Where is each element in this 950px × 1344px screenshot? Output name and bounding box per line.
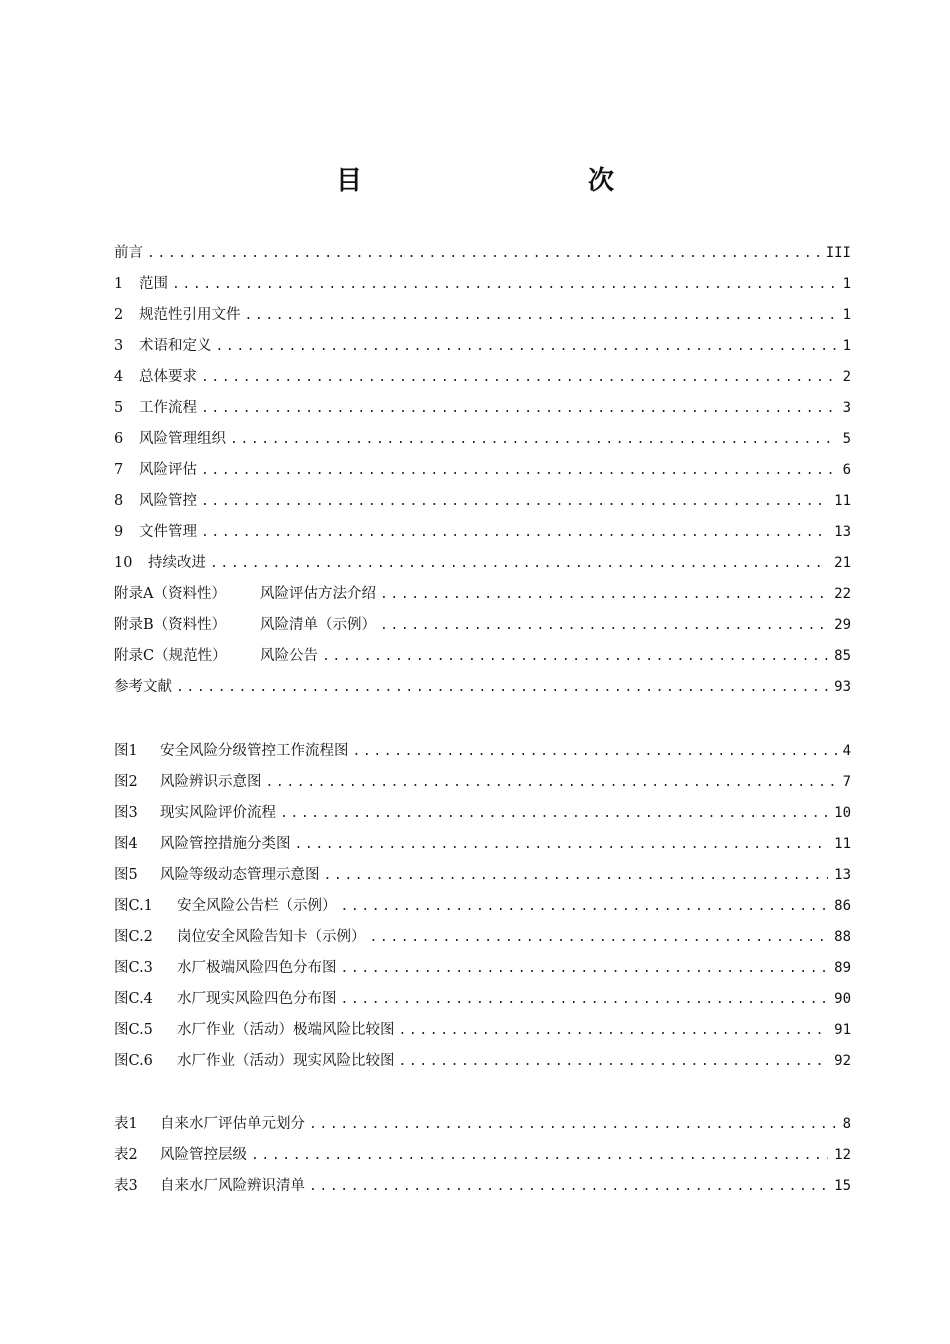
toc-entry-title: 风险评估方法介绍 bbox=[260, 586, 376, 602]
dot-leader bbox=[341, 984, 829, 1015]
toc-entry-title: 规范性引用文件 bbox=[139, 307, 241, 323]
figure-entry-title: 安全风险分级管控工作流程图 bbox=[160, 743, 349, 759]
table-entry-page-number: 8 bbox=[842, 1116, 851, 1132]
toc-entry[interactable] bbox=[114, 269, 851, 300]
toc-entry-page-number: 2 bbox=[842, 369, 851, 385]
figure-entry[interactable] bbox=[114, 829, 851, 860]
table-entry-label bbox=[114, 1140, 247, 1171]
dot-leader bbox=[201, 517, 828, 548]
figure-entry-title: 水厂作业（活动）现实风险比较图 bbox=[177, 1053, 395, 1069]
figure-entry-number: 图C.6 bbox=[114, 1053, 153, 1069]
table-entry-title: 风险管控层级 bbox=[160, 1147, 247, 1163]
figure-entry-page-number: 86 bbox=[834, 898, 851, 914]
dot-leader bbox=[341, 953, 829, 984]
toc-entry-title: 风险公告 bbox=[260, 648, 318, 664]
table-entry-page-number: 15 bbox=[834, 1178, 851, 1194]
toc-entry-number: 附录A（资料性） bbox=[114, 586, 226, 602]
toc-entry-page-number: 29 bbox=[834, 617, 851, 633]
table-entry-page-number: 12 bbox=[834, 1147, 851, 1163]
toc-entry-title: 总体要求 bbox=[139, 369, 197, 385]
toc-entry-title: 范围 bbox=[139, 276, 168, 292]
table-entry[interactable] bbox=[114, 1109, 851, 1140]
figure-entry[interactable] bbox=[114, 1046, 851, 1077]
figure-entry-title: 安全风险公告栏（示例） bbox=[177, 898, 337, 914]
dot-leader bbox=[324, 860, 829, 891]
figure-entry-page-number: 90 bbox=[834, 991, 851, 1007]
figure-entry-page-number: 4 bbox=[842, 743, 851, 759]
toc-entry-page-number: 13 bbox=[834, 524, 851, 540]
dot-leader bbox=[176, 672, 828, 703]
toc-entry-title: 风险管控 bbox=[139, 493, 197, 509]
toc-entry[interactable] bbox=[114, 424, 851, 455]
toc-entry-number: 附录B（资料性） bbox=[114, 617, 227, 633]
dot-leader bbox=[210, 548, 828, 579]
toc-entry-title: 风险清单（示例） bbox=[260, 617, 376, 633]
toc-entry-page-number: 1 bbox=[842, 276, 851, 292]
toc-entry-label bbox=[114, 486, 197, 517]
toc-entry-label bbox=[114, 455, 197, 486]
dot-leader bbox=[147, 238, 820, 269]
figure-entry-number: 图3 bbox=[114, 805, 138, 821]
toc-entry-number: 8 bbox=[114, 493, 124, 509]
dot-leader bbox=[266, 767, 837, 798]
table-entry[interactable] bbox=[114, 1171, 851, 1202]
figure-entry-page-number: 10 bbox=[834, 805, 851, 821]
toc-entry-page-number: 85 bbox=[834, 648, 851, 664]
toc-tables-section bbox=[114, 1109, 851, 1202]
toc-entry-page-number: 1 bbox=[842, 307, 851, 323]
figure-entry-label bbox=[114, 767, 262, 798]
toc-entry-label bbox=[114, 269, 168, 300]
toc-entry-title: 参考文献 bbox=[114, 679, 172, 695]
dot-leader bbox=[309, 1109, 837, 1140]
table-entry-title: 自来水厂评估单元划分 bbox=[160, 1116, 305, 1132]
toc-entry-page-number: 5 bbox=[842, 431, 851, 447]
dot-leader bbox=[280, 798, 828, 829]
figure-entry-title: 风险管控措施分类图 bbox=[160, 836, 291, 852]
table-entry-number: 表3 bbox=[114, 1178, 138, 1194]
toc-entry-number: 5 bbox=[114, 400, 124, 416]
toc-entry-page-number: 6 bbox=[842, 462, 851, 478]
figure-entry-label bbox=[114, 798, 276, 829]
dot-leader bbox=[245, 300, 837, 331]
dot-leader bbox=[341, 891, 829, 922]
toc-figures-section bbox=[114, 736, 851, 1077]
table-entry-number: 表2 bbox=[114, 1147, 138, 1163]
figure-entry-page-number: 88 bbox=[834, 929, 851, 945]
table-entry-label bbox=[114, 1171, 305, 1202]
toc-entry[interactable] bbox=[114, 548, 851, 579]
dot-leader bbox=[251, 1140, 828, 1171]
figure-entry-number: 图4 bbox=[114, 836, 138, 852]
figure-entry-label bbox=[114, 736, 349, 767]
figure-entry-label bbox=[114, 860, 320, 891]
dot-leader bbox=[380, 579, 828, 610]
toc-entry-number: 2 bbox=[114, 307, 124, 323]
toc-entry[interactable] bbox=[114, 238, 851, 269]
toc-entry[interactable] bbox=[114, 393, 851, 424]
figure-entry-number: 图1 bbox=[114, 743, 138, 759]
toc-entry-title: 持续改进 bbox=[148, 555, 206, 571]
toc-entry-page-number: 21 bbox=[834, 555, 851, 571]
dot-leader bbox=[230, 424, 837, 455]
dot-leader bbox=[322, 641, 828, 672]
toc-entry-label bbox=[114, 424, 226, 455]
toc-contents-section bbox=[114, 238, 851, 703]
figure-entry-title: 风险等级动态管理示意图 bbox=[160, 867, 320, 883]
figure-entry-label bbox=[114, 922, 366, 953]
figure-entry[interactable] bbox=[114, 922, 851, 953]
figure-entry[interactable] bbox=[114, 891, 851, 922]
figure-entry-title: 岗位安全风险告知卡（示例） bbox=[177, 929, 366, 945]
toc-entry-label bbox=[114, 393, 197, 424]
toc-entry-page-number: 93 bbox=[834, 679, 851, 695]
toc-entry[interactable] bbox=[114, 455, 851, 486]
dot-leader bbox=[172, 269, 837, 300]
figure-entry-title: 水厂极端风险四色分布图 bbox=[177, 960, 337, 976]
dot-leader bbox=[370, 922, 829, 953]
figure-entry-number: 图C.1 bbox=[114, 898, 153, 914]
toc-entry-page-number: 3 bbox=[842, 400, 851, 416]
figure-entry-title: 水厂作业（活动）极端风险比较图 bbox=[177, 1022, 395, 1038]
toc-entry-page-number: III bbox=[825, 245, 851, 261]
toc-entry-label bbox=[114, 517, 197, 548]
figure-entry-number: 图C.4 bbox=[114, 991, 153, 1007]
toc-entry[interactable] bbox=[114, 331, 851, 362]
toc-entry-label bbox=[114, 548, 206, 579]
figure-entry-label bbox=[114, 829, 291, 860]
toc-entry-label bbox=[114, 579, 376, 610]
figure-entry-title: 风险辨识示意图 bbox=[160, 774, 262, 790]
toc-entry-label bbox=[114, 610, 376, 641]
toc-entry-number: 附录C（规范性） bbox=[114, 648, 227, 664]
figure-entry-page-number: 91 bbox=[834, 1022, 851, 1038]
figure-entry[interactable] bbox=[114, 767, 851, 798]
figure-entry-number: 图C.2 bbox=[114, 929, 153, 945]
toc-entry-title: 前言 bbox=[114, 245, 143, 261]
dot-leader bbox=[309, 1171, 828, 1202]
toc-entry-page-number: 22 bbox=[834, 586, 851, 602]
dot-leader bbox=[353, 736, 837, 767]
dot-leader bbox=[201, 362, 837, 393]
figure-entry[interactable] bbox=[114, 1015, 851, 1046]
dot-leader bbox=[399, 1015, 829, 1046]
figure-entry-page-number: 92 bbox=[834, 1053, 851, 1069]
toc-entry-label bbox=[114, 672, 172, 703]
figure-entry-number: 图2 bbox=[114, 774, 138, 790]
figure-entry-number: 图C.3 bbox=[114, 960, 153, 976]
toc-entry-title: 文件管理 bbox=[139, 524, 197, 540]
toc-entry-label bbox=[114, 331, 212, 362]
toc-entry[interactable] bbox=[114, 362, 851, 393]
toc-entry-number: 10 bbox=[114, 555, 133, 571]
figure-entry-label bbox=[114, 1046, 395, 1077]
figure-entry-title: 现实风险评价流程 bbox=[160, 805, 276, 821]
toc-entry[interactable] bbox=[114, 517, 851, 548]
page-title: 目 次 bbox=[335, 166, 672, 196]
table-entry-label bbox=[114, 1109, 305, 1140]
figure-entry-title: 水厂现实风险四色分布图 bbox=[177, 991, 337, 1007]
figure-entry-label bbox=[114, 1015, 395, 1046]
toc-entry-page-number: 1 bbox=[842, 338, 851, 354]
dot-leader bbox=[216, 331, 837, 362]
toc-entry-label bbox=[114, 641, 318, 672]
toc-entry[interactable] bbox=[114, 641, 851, 672]
dot-leader bbox=[295, 829, 829, 860]
figure-entry-page-number: 11 bbox=[834, 836, 851, 852]
toc-entry[interactable] bbox=[114, 300, 851, 331]
figure-entry[interactable] bbox=[114, 953, 851, 984]
toc-entry[interactable] bbox=[114, 672, 851, 703]
toc-entry-page-number: 11 bbox=[834, 493, 851, 509]
figure-entry-page-number: 89 bbox=[834, 960, 851, 976]
toc-entry-number: 6 bbox=[114, 431, 124, 447]
toc-entry-number: 9 bbox=[114, 524, 124, 540]
figure-entry[interactable] bbox=[114, 860, 851, 891]
table-entry-title: 自来水厂风险辨识清单 bbox=[160, 1178, 305, 1194]
toc-entry-number: 4 bbox=[114, 369, 124, 385]
toc-entry-label bbox=[114, 362, 197, 393]
dot-leader bbox=[201, 455, 837, 486]
dot-leader bbox=[201, 486, 828, 517]
figure-entry-label bbox=[114, 891, 337, 922]
toc-entry-title: 术语和定义 bbox=[139, 338, 212, 354]
toc-entry-number: 3 bbox=[114, 338, 124, 354]
figure-entry-page-number: 7 bbox=[842, 774, 851, 790]
figure-entry-number: 图5 bbox=[114, 867, 138, 883]
toc-entry[interactable] bbox=[114, 610, 851, 641]
toc-entry[interactable] bbox=[114, 579, 851, 610]
figure-entry[interactable] bbox=[114, 798, 851, 829]
table-entry-number: 表1 bbox=[114, 1116, 138, 1132]
toc-entry-label bbox=[114, 238, 143, 269]
toc-entry-title: 工作流程 bbox=[139, 400, 197, 416]
figure-entry[interactable] bbox=[114, 984, 851, 1015]
figure-entry-label bbox=[114, 953, 337, 984]
figure-entry[interactable] bbox=[114, 736, 851, 767]
toc-entry-title: 风险评估 bbox=[139, 462, 197, 478]
figure-entry-number: 图C.5 bbox=[114, 1022, 153, 1038]
toc-entry[interactable] bbox=[114, 486, 851, 517]
toc-entry-label bbox=[114, 300, 241, 331]
dot-leader bbox=[380, 610, 828, 641]
toc-entry-title: 风险管理组织 bbox=[139, 431, 226, 447]
toc-entry-number: 1 bbox=[114, 276, 124, 292]
table-entry[interactable] bbox=[114, 1140, 851, 1171]
figure-entry-page-number: 13 bbox=[834, 867, 851, 883]
dot-leader bbox=[399, 1046, 829, 1077]
dot-leader bbox=[201, 393, 837, 424]
toc-entry-number: 7 bbox=[114, 462, 124, 478]
figure-entry-label bbox=[114, 984, 337, 1015]
